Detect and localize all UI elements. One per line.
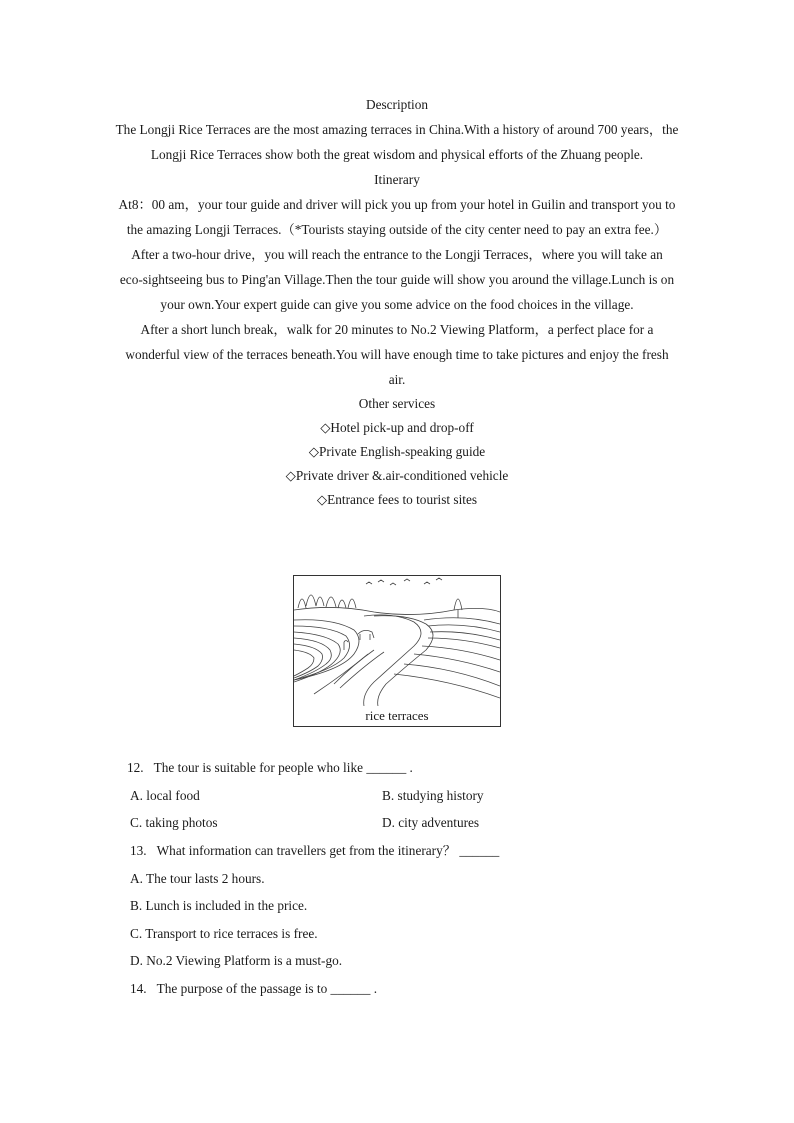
figure-caption: rice terraces — [365, 708, 429, 723]
service-item: ◇Entrance fees to tourist sites — [316, 492, 478, 507]
itinerary-line: wonderful view of the terraces beneath.You will have enough time to take pictures and enjoy the fresh — [125, 347, 669, 362]
service-item: ◇Private driver &.air-conditioned vehicle — [285, 468, 509, 483]
rice-terraces-illustration — [294, 576, 500, 706]
itinerary-line: After a two-hour drive，you will reach the entrance to the Longji Terraces，where you will take an — [131, 247, 663, 262]
itinerary-line: your own.Your expert guide can give you some advice on the food choices in the village. — [160, 297, 634, 312]
itinerary-line: air. — [388, 372, 406, 387]
option-b: B. Lunch is included in the price. — [130, 898, 308, 913]
option-d: D. city adventures — [382, 815, 480, 830]
question-number: 14. — [130, 981, 147, 996]
services-heading: Other services — [358, 396, 436, 411]
option-c: C. taking photos — [130, 815, 218, 830]
description-line: The Longji Rice Terraces are the most amazing terraces in China.With a history of around 700 years，the — [115, 122, 679, 137]
rice-terraces-figure — [293, 575, 501, 727]
service-item: ◇Private English-speaking guide — [308, 444, 486, 459]
itinerary-line: eco-sightseeing bus to Ping'an Village.Then the tour guide will show you around the village.Lunch is on — [119, 272, 675, 287]
itinerary-line: After a short lunch break，walk for 20 minutes to No.2 Viewing Platform，a perfect place for a — [140, 322, 654, 337]
option-b: B. studying history — [382, 788, 484, 803]
itinerary-line: the amazing Longji Terraces.（*Tourists staying outside of the city center need to pay an extra fee.） — [126, 222, 668, 237]
option-c: C. Transport to rice terraces is free. — [130, 926, 318, 941]
question-text: The tour is suitable for people who like ______ . — [153, 760, 413, 775]
description-line: Longji Rice Terraces show both the great wisdom and physical efforts of the Zhuang people. — [150, 147, 644, 162]
service-item: ◇Hotel pick-up and drop-off — [320, 420, 474, 435]
question-13 — [130, 842, 499, 860]
option-d: D. No.2 Viewing Platform is a must-go. — [130, 953, 343, 968]
question-number: 12. — [127, 760, 144, 775]
description-heading: Description — [365, 97, 429, 112]
itinerary-heading: Itinerary — [374, 172, 420, 187]
question-14 — [130, 980, 377, 998]
question-text: The purpose of the passage is to ______ . — [156, 981, 378, 996]
question-text: What information can travellers get from the itinerary？ ______ — [156, 843, 500, 858]
itinerary-line: At8：00 am，your tour guide and driver will pick you up from your hotel in Guilin and transport you to — [118, 197, 676, 212]
passage — [95, 92, 699, 512]
option-a: A. The tour lasts 2 hours. — [130, 871, 265, 886]
option-a: A. local food — [130, 788, 200, 803]
question-number: 13. — [130, 843, 147, 858]
question-12 — [127, 759, 413, 777]
